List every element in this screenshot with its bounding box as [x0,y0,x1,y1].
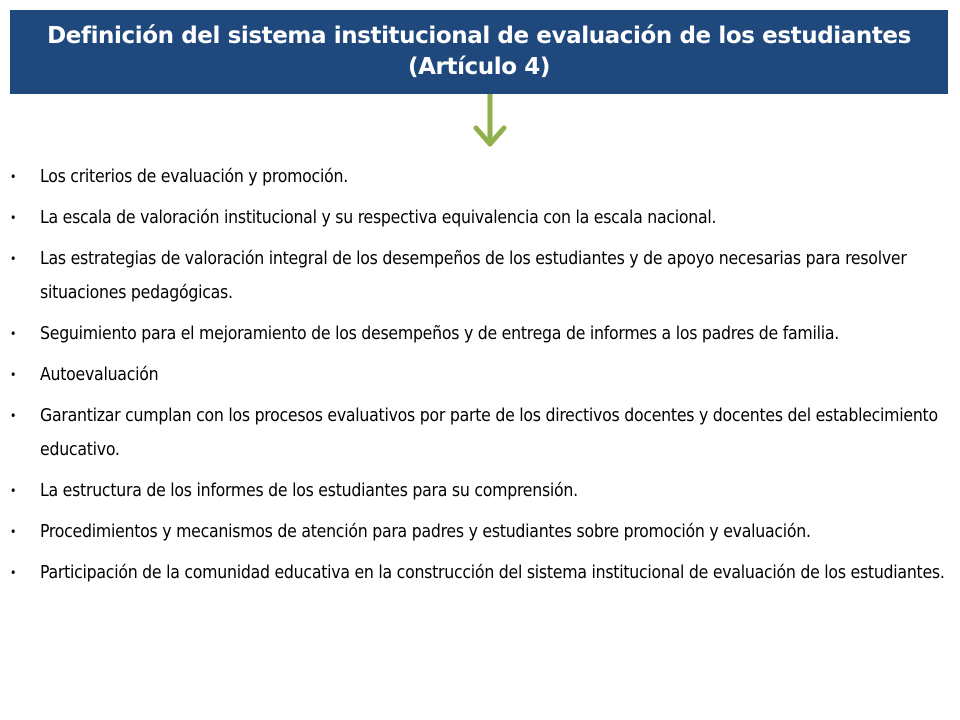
list-item [10,160,950,194]
list-item-text: La escala de valoración institucional y su respectiva equivalencia con la escala nacional. [40,208,717,228]
bullet-icon: • [10,525,17,539]
list-item-text: Los criterios de evaluación y promoción. [40,167,348,187]
title-banner [10,10,948,94]
criteria-list [10,160,950,597]
list-item [10,556,950,590]
list-item-text: La estructura de los informes de los estudiantes para su comprensión. [40,481,578,501]
bullet-icon: • [10,566,17,580]
bullet-icon: • [10,211,17,225]
bullet-icon: • [10,327,17,341]
list-item [10,474,950,508]
list-item [10,515,950,549]
list-item-text: Autoevaluación [40,365,159,385]
bullet-icon: • [10,368,17,382]
title-line-2: (Artículo 4) [408,54,550,80]
list-item [10,201,950,235]
list-item-text: Participación de la comunidad educativa en la construcción del sistema institucional de evaluación de los estudiantes. [40,563,945,583]
list-item-text: Garantizar cumplan con los procesos evaluativos por parte de los directivos docentes y docentes del establecimiento educativo. [40,406,938,460]
list-item [10,399,950,467]
list-item [10,317,950,351]
bullet-icon: • [10,170,17,184]
down-arrow-icon [470,94,510,152]
bullet-icon: • [10,409,17,423]
list-item [10,358,950,392]
list-item-text: Procedimientos y mecanismos de atención para padres y estudiantes sobre promoción y evaluación. [40,522,811,542]
title-line-1: Definición del sistema institucional de evaluación de los estudiantes [47,23,911,49]
list-item-text: Seguimiento para el mejoramiento de los desempeños y de entrega de informes a los padres de familia. [40,324,839,344]
list-item-text: Las estrategias de valoración integral de los desempeños de los estudiantes y de apoyo necesarias para resolver situaciones pedagógicas. [40,249,907,303]
bullet-icon: • [10,252,17,266]
list-item [10,242,950,310]
bullet-icon: • [10,484,17,498]
